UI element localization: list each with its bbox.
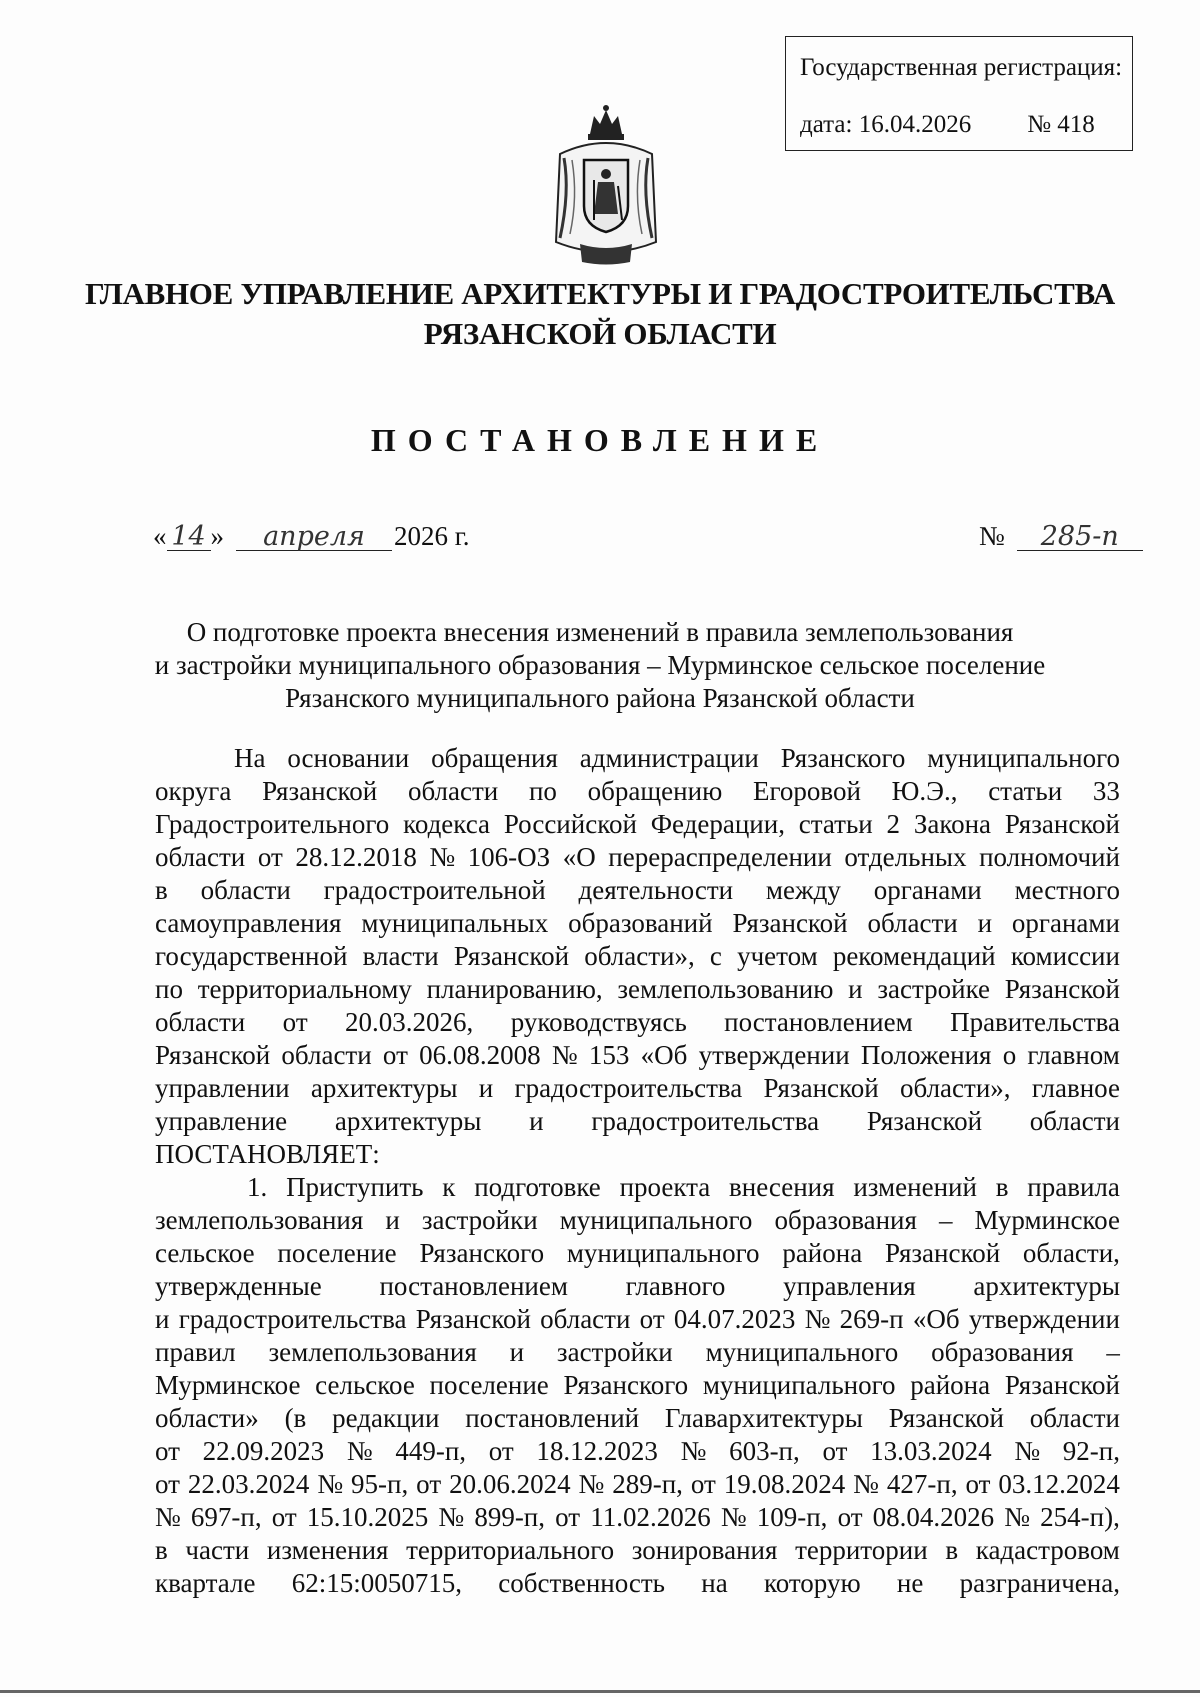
body-word: Рязанской xyxy=(415,1304,531,1334)
body-word: области xyxy=(155,1007,246,1037)
body-word: 15.10.2025 xyxy=(306,1502,429,1532)
body-word: 18.12.2023 xyxy=(536,1436,658,1466)
body-line xyxy=(155,742,1120,775)
body-word: муниципального xyxy=(566,1238,760,1268)
body-word: полномочий xyxy=(979,842,1120,872)
body-word: района xyxy=(782,1238,863,1268)
body-line xyxy=(155,841,1120,874)
body-word: Рязанского xyxy=(419,1238,545,1268)
body-word: Рязанской xyxy=(888,1403,1004,1433)
body-word: от xyxy=(257,842,283,872)
body-word: 153 xyxy=(588,1040,630,1070)
date-close-quote: » xyxy=(210,521,224,551)
body-word: от xyxy=(837,1502,863,1532)
registration-title: Государственная регистрация: xyxy=(800,54,1123,81)
body-word: в xyxy=(995,1172,1009,1202)
body-word: не xyxy=(896,1568,924,1598)
body-word: 2 xyxy=(886,809,901,839)
body-word: главном xyxy=(1027,1040,1120,1070)
body-line xyxy=(155,940,1120,973)
body-line xyxy=(155,1072,1120,1105)
body-word: и xyxy=(478,1073,494,1103)
body-word: 22.09.2023 xyxy=(202,1436,325,1466)
body-word: 11.02.2026 xyxy=(590,1502,711,1532)
body-word: квартале xyxy=(155,1568,256,1598)
body-word: землепользованию xyxy=(617,974,834,1004)
body-word: муниципальных xyxy=(361,908,549,938)
body-word: 899-п, xyxy=(474,1502,546,1532)
body-word: кодекса xyxy=(403,809,491,839)
body-word: постановлением xyxy=(724,1007,913,1037)
body-word: от xyxy=(155,1469,180,1499)
body-word: управлении xyxy=(155,1073,290,1103)
body-word: архитектуры xyxy=(310,1073,458,1103)
body-word: (в xyxy=(284,1403,307,1433)
body-line xyxy=(155,1270,1120,1303)
body-word: постановлений xyxy=(465,1403,640,1433)
body-word: № xyxy=(155,1502,181,1532)
body-word: области», xyxy=(900,1073,1011,1103)
body-line xyxy=(155,775,1120,808)
body-word: Рязанской xyxy=(732,908,848,938)
body-word: градостроительной xyxy=(323,875,546,905)
body-word: № xyxy=(578,1469,605,1499)
body-word: планированию, xyxy=(426,974,603,1004)
body-word: управления xyxy=(783,1271,916,1301)
body-word: Рязанской xyxy=(453,941,570,971)
body-word: на xyxy=(701,1568,728,1598)
body-word: Рязанского xyxy=(563,1370,689,1400)
body-word: 269-п xyxy=(839,1304,904,1334)
number-value-handwritten: 285-п xyxy=(1017,523,1143,551)
body-line xyxy=(155,1336,1120,1369)
body-word: № xyxy=(1014,1436,1041,1466)
body-word: № xyxy=(438,1502,465,1532)
date-month-handwritten: апреля xyxy=(236,523,392,551)
body-word: статьи xyxy=(798,809,873,839)
body-word: № xyxy=(720,1502,747,1532)
body-word: 06.08.2008 xyxy=(419,1040,541,1070)
document-subject xyxy=(100,616,1100,715)
body-line xyxy=(155,1237,1120,1270)
body-word: зонирования xyxy=(631,1535,778,1565)
ryazan-coat-of-arms-icon xyxy=(550,102,662,267)
body-word: Егоровой xyxy=(752,776,861,806)
body-line xyxy=(155,1468,1120,1501)
body-word: градостроительства xyxy=(591,1106,820,1136)
body-word: № xyxy=(551,1040,578,1070)
body-word: образования xyxy=(931,1337,1074,1367)
body-word: по xyxy=(155,974,183,1004)
body-word: руководствуясь xyxy=(510,1007,687,1037)
body-word: части xyxy=(185,1535,250,1565)
date-open-quote: « xyxy=(153,521,167,551)
body-word: «Об xyxy=(912,1304,960,1334)
body-word: по xyxy=(528,776,557,806)
body-word: местного xyxy=(1014,875,1120,905)
subject-line: Рязанского муниципального района Рязанской области xyxy=(285,683,915,713)
body-word: территориального xyxy=(406,1535,615,1565)
body-word: архитектуры xyxy=(334,1106,482,1136)
body-word: изменений xyxy=(853,1172,977,1202)
body-word: № xyxy=(317,1469,344,1499)
body-word: № xyxy=(429,842,456,872)
body-line xyxy=(155,808,1120,841)
body-word: от xyxy=(822,1436,848,1466)
body-word: территориальному xyxy=(197,974,412,1004)
body-word: Правительства xyxy=(950,1007,1120,1037)
subject-line: О подготовке проекта внесения изменений в правила землепользования xyxy=(186,617,1014,647)
body-word: – xyxy=(938,1205,953,1235)
body-word: 20.06.2024 xyxy=(449,1469,571,1499)
document-body xyxy=(155,742,1120,1600)
body-word: органами xyxy=(873,875,982,905)
body-line xyxy=(155,1006,1120,1039)
body-word: от xyxy=(416,1469,442,1499)
body-word: Рязанской xyxy=(884,1238,1001,1268)
body-line xyxy=(155,1171,1120,1204)
body-word: 109-п, xyxy=(756,1502,828,1532)
body-word: и xyxy=(509,1337,525,1367)
body-word: 04.07.2023 xyxy=(673,1304,796,1334)
number-sign: № xyxy=(979,521,1005,551)
date-day-handwritten: 14 xyxy=(167,523,211,551)
body-word: главного xyxy=(625,1271,726,1301)
body-word: деятельности xyxy=(578,875,734,905)
body-word: застройки xyxy=(556,1337,673,1367)
body-line xyxy=(155,973,1120,1006)
body-word: от xyxy=(555,1502,581,1532)
body-word: области xyxy=(1029,1403,1120,1433)
body-word: и xyxy=(848,974,863,1004)
body-word: от xyxy=(155,1436,180,1466)
body-word: от xyxy=(282,1007,308,1037)
body-word: главное xyxy=(1031,1073,1120,1103)
body-word: «Об xyxy=(640,1040,688,1070)
body-word: образований xyxy=(568,908,713,938)
body-word: округа xyxy=(155,776,232,806)
body-word: власти xyxy=(362,941,439,971)
document-type-title: ПОСТАНОВЛЕНИЕ xyxy=(370,422,830,458)
body-word: перераспределении xyxy=(608,842,832,872)
body-word: 13.03.2024 xyxy=(870,1436,992,1466)
body-word: 33 xyxy=(1092,776,1120,806)
body-word: Градостроительного xyxy=(155,809,390,839)
body-line xyxy=(155,1567,1120,1600)
body-word: муниципального xyxy=(559,1205,753,1235)
body-word: градостроительства xyxy=(514,1073,743,1103)
body-word: района xyxy=(910,1370,991,1400)
body-word: Федерации, xyxy=(650,809,785,839)
body-word: собственность xyxy=(498,1568,665,1598)
body-word: внесения xyxy=(729,1172,835,1202)
body-word: сельское xyxy=(155,1238,255,1268)
body-word: к xyxy=(442,1172,456,1202)
body-line xyxy=(155,1204,1120,1237)
body-word: государственной xyxy=(155,941,348,971)
body-word: Ю.Э., xyxy=(891,776,958,806)
body-word: сельское xyxy=(315,1370,415,1400)
body-word: Положения xyxy=(860,1040,992,1070)
body-word: и xyxy=(529,1106,544,1136)
body-word: 289-п, xyxy=(612,1469,683,1499)
body-word: градостроительства xyxy=(178,1304,407,1334)
body-line xyxy=(155,1369,1120,1402)
body-word: муниципального xyxy=(702,1370,896,1400)
body-word: которую xyxy=(763,1568,861,1598)
body-word: комиссии xyxy=(1010,941,1120,971)
body-word: № xyxy=(804,1304,831,1334)
body-word: основании xyxy=(287,743,410,773)
body-word: Мурминское xyxy=(974,1205,1120,1235)
body-word: 20.03.2026, xyxy=(345,1007,474,1037)
registration-stamp xyxy=(785,36,1133,151)
body-word: в xyxy=(155,875,168,905)
body-word: 106-ОЗ xyxy=(467,842,551,872)
body-word: № xyxy=(680,1436,707,1466)
body-line xyxy=(155,907,1120,940)
body-word: области xyxy=(200,875,291,905)
body-word: муниципального xyxy=(705,1337,899,1367)
body-word: разграничена, xyxy=(959,1568,1120,1598)
body-word: от xyxy=(271,1502,297,1532)
body-word: № xyxy=(853,1469,879,1499)
body-word: области xyxy=(867,908,958,938)
body-word: и xyxy=(385,1205,400,1235)
body-word: от xyxy=(965,1469,991,1499)
body-word: обращению xyxy=(587,776,723,806)
body-word: застройки xyxy=(421,1205,538,1235)
body-word: Рязанской xyxy=(866,1106,983,1136)
organization-name-line-1: ГЛАВНОЕ УПРАВЛЕНИЕ АРХИТЕКТУРЫ И ГРАДОСТРОИТЕЛЬСТВА xyxy=(84,276,1115,311)
body-word: кадастровом xyxy=(975,1535,1120,1565)
body-word: 427-п, xyxy=(886,1469,958,1499)
body-word: области», xyxy=(584,941,695,971)
body-word: На xyxy=(234,743,266,773)
registration-date: дата: 16.04.2026 xyxy=(800,111,972,138)
body-word: области» xyxy=(155,1403,259,1433)
body-word: застройке xyxy=(877,974,990,1004)
body-word: редакции xyxy=(332,1403,440,1433)
body-word: органами xyxy=(1011,908,1120,938)
body-word: правила xyxy=(1027,1172,1120,1202)
body-line xyxy=(155,1105,1120,1138)
body-word: подготовке xyxy=(474,1172,601,1202)
body-word: отдельных xyxy=(844,842,967,872)
scan-edge-line xyxy=(0,1690,1200,1693)
body-word: 19.08.2024 xyxy=(723,1469,846,1499)
body-word: территории xyxy=(795,1535,928,1565)
body-word: управление xyxy=(155,1106,288,1136)
body-word: Рязанской xyxy=(262,776,378,806)
body-word: образования xyxy=(774,1205,917,1235)
body-word: – xyxy=(1106,1337,1120,1367)
body-word: 603-п, xyxy=(729,1436,800,1466)
body-word: и xyxy=(155,1304,170,1334)
body-word: обращения xyxy=(431,743,558,773)
registration-number: № 418 xyxy=(1027,111,1095,138)
date-year: 2026 г. xyxy=(394,521,470,551)
body-word: статьи xyxy=(988,776,1063,806)
registration-details xyxy=(800,112,1132,137)
body-word: 22.03.2024 xyxy=(187,1469,310,1499)
body-word: Рязанской xyxy=(1004,974,1120,1004)
body-word: Рязанской xyxy=(155,1040,271,1070)
body-word: 92-п, xyxy=(1062,1436,1120,1466)
body-word: между xyxy=(765,875,841,905)
body-word: утвержденные xyxy=(155,1271,322,1301)
body-word: области, xyxy=(1022,1238,1120,1268)
body-word: Главархитектуры xyxy=(664,1403,863,1433)
body-word: области xyxy=(155,842,246,872)
body-word: 449-п, xyxy=(395,1436,467,1466)
body-line xyxy=(155,1534,1120,1567)
body-word: с xyxy=(709,941,722,971)
body-word: № xyxy=(346,1436,373,1466)
body-word: проекта xyxy=(619,1172,711,1202)
body-word: 08.04.2026 xyxy=(872,1502,995,1532)
body-word: архитектуры xyxy=(973,1271,1120,1301)
body-word: 28.12.2018 xyxy=(295,842,417,872)
body-word: от xyxy=(488,1436,514,1466)
body-word: 03.12.2024 xyxy=(998,1469,1120,1499)
body-word: Рязанской xyxy=(1004,809,1120,839)
body-word: Рязанского xyxy=(780,743,906,773)
body-word: правил xyxy=(155,1337,236,1367)
body-line xyxy=(155,1402,1120,1435)
body-line xyxy=(155,1435,1120,1468)
body-word: рекомендаций xyxy=(832,941,996,971)
body-line xyxy=(155,1303,1120,1336)
body-word: в xyxy=(945,1535,959,1565)
body-word: землепользования xyxy=(155,1205,364,1235)
body-word: Мурминское xyxy=(155,1370,301,1400)
body-word: от xyxy=(690,1469,716,1499)
body-word: изменения xyxy=(266,1535,389,1565)
body-line xyxy=(155,874,1120,907)
document-number xyxy=(979,523,1143,551)
body-word: области xyxy=(281,1040,372,1070)
body-word: Российской xyxy=(503,809,637,839)
body-word: Рязанской xyxy=(1004,1370,1120,1400)
body-word: и xyxy=(977,908,993,938)
organization-name-line-2: РЯЗАНСКОЙ ОБЛАСТИ xyxy=(423,316,777,351)
body-word: постановлением xyxy=(379,1271,568,1301)
body-word: администрации xyxy=(579,743,759,773)
body-word: 95-п, xyxy=(351,1469,409,1499)
body-word: 62:15:0050715, xyxy=(291,1568,462,1598)
body-word: муниципального xyxy=(927,743,1120,773)
body-word: № xyxy=(1004,1502,1031,1532)
body-word: землепользования xyxy=(268,1337,477,1367)
body-word: поселение xyxy=(429,1370,549,1400)
body-word: самоуправления xyxy=(155,908,342,938)
body-word: поселение xyxy=(277,1238,397,1268)
body-word: утверждении xyxy=(698,1040,850,1070)
body-word: области xyxy=(540,1304,631,1334)
subject-line: и застройки муниципального образования – Мурминское сельское поселение xyxy=(154,650,1046,680)
body-word: Закона xyxy=(913,809,992,839)
body-word: области xyxy=(1029,1106,1120,1136)
body-line xyxy=(155,1039,1120,1072)
body-word: от xyxy=(639,1304,665,1334)
body-word: 697-п, xyxy=(190,1502,262,1532)
body-word: области xyxy=(407,776,499,806)
body-word: Рязанской xyxy=(763,1073,879,1103)
body-word: утверждении xyxy=(968,1304,1120,1334)
document-date xyxy=(153,523,470,551)
body-word: 254-п), xyxy=(1040,1502,1120,1532)
body-word: учетом xyxy=(737,941,818,971)
body-line xyxy=(155,1501,1120,1534)
body-word: о xyxy=(1002,1040,1017,1070)
body-word: от xyxy=(382,1040,408,1070)
body-word: 1. xyxy=(247,1172,268,1202)
body-word: в xyxy=(155,1535,168,1565)
body-line: ПОСТАНОВЛЯЕТ: xyxy=(155,1139,380,1169)
body-word: «О xyxy=(562,842,596,872)
body-word: Приступить xyxy=(286,1172,424,1202)
